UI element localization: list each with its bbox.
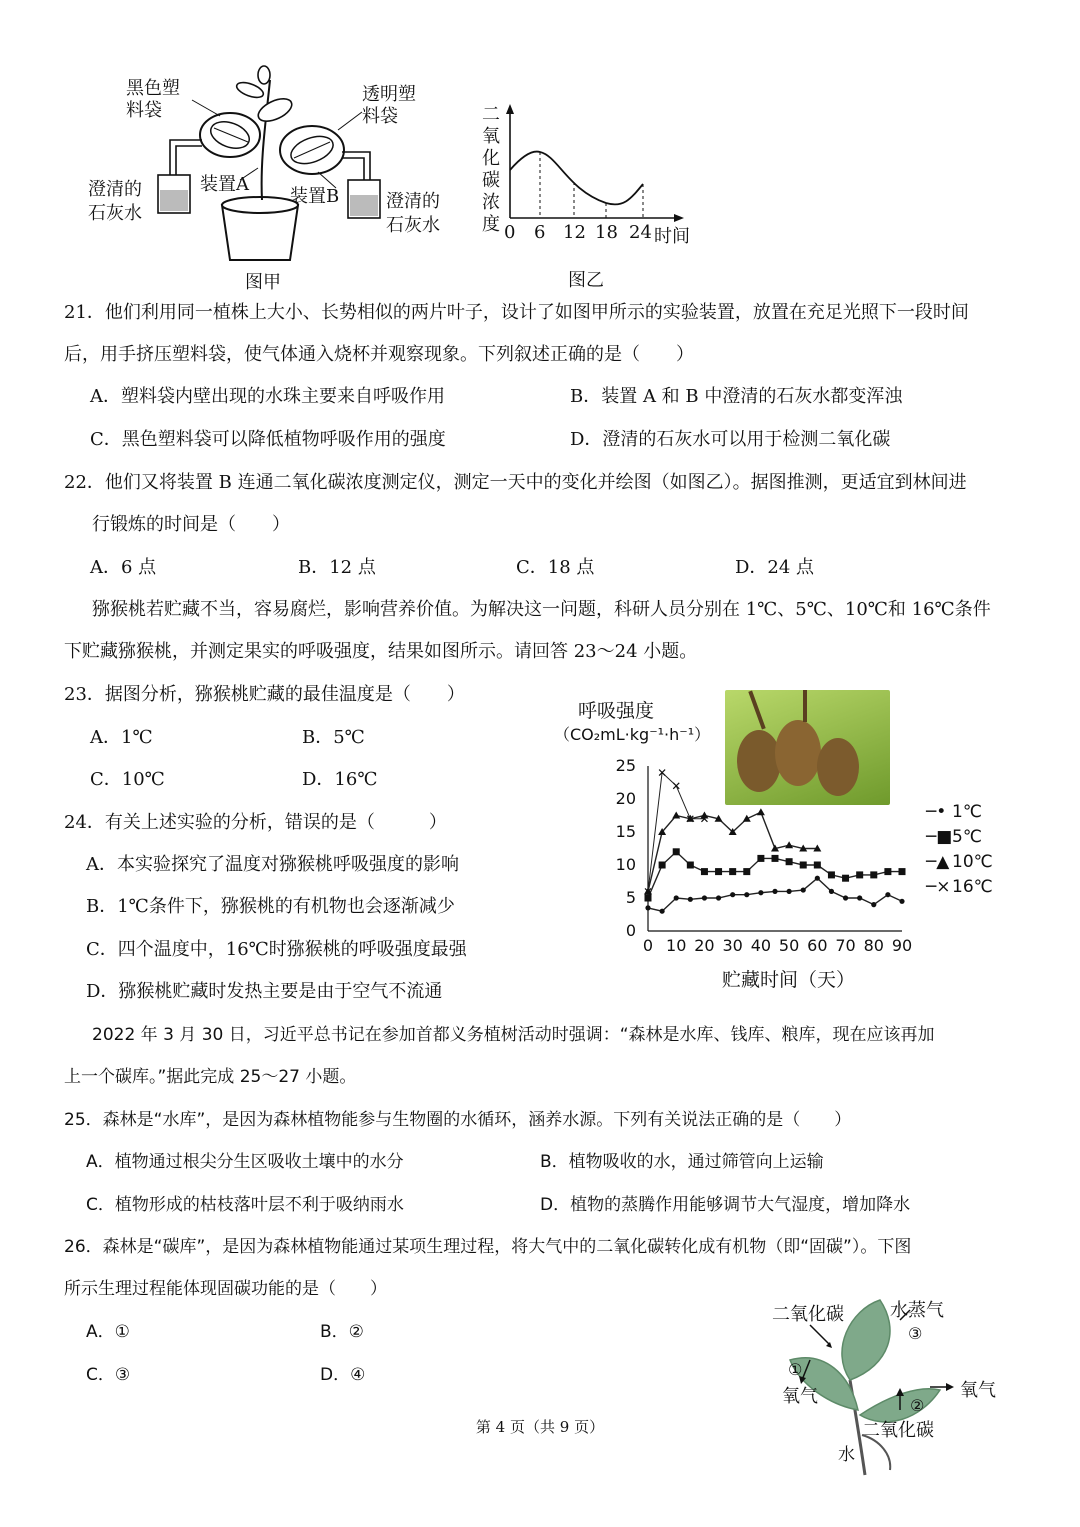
label-black-bag: 黑色塑料袋 [126,78,180,121]
kiwi-point-5c [772,855,779,862]
kiwi-point-1c [744,892,749,897]
leaf-n3: ③ [908,1324,923,1343]
kiwi-point-5c [842,875,849,882]
q22-stem-line2: 行锻炼的时间是（ ） [92,514,290,535]
kiwi-y-tick: 5 [625,888,636,907]
fig-yi-tick-24: 24 [629,222,652,243]
kiwi-point-5c [757,855,764,862]
kiwi-intro-line1: 猕猴桃若贮藏不当，容易腐烂，影响营养价值。为解决这一问题，科研人员分别在 1℃、5℃、10℃和 16℃条件 [92,599,991,620]
fig-yi-tick-6: 6 [534,222,546,243]
q23-stem: 23．据图分析，猕猴桃贮藏的最佳温度是（ ） [64,684,465,705]
kiwi-point-10c [743,815,751,822]
kiwi-point-5c [814,862,821,869]
kiwi-chart-title: 呼吸强度 [578,700,655,722]
caption-fig-yi: 图乙 [568,270,604,291]
leaf-oxygen-right: 氧气 [960,1380,996,1401]
q25-option-a[interactable]: A．植物通过根尖分生区吸收土壤中的水分 [86,1152,404,1172]
kiwi-series-line-0 [648,878,902,911]
label-limewater-right: 澄清的石灰水 [386,191,440,236]
q25-option-b[interactable]: B．植物吸收的水，通过筛管向上运输 [540,1152,824,1172]
kiwi-point-1c [660,909,665,914]
q24-option-a[interactable]: A．本实验探究了温度对猕猴桃呼吸强度的影响 [86,854,459,875]
kiwi-point-10c [757,808,765,815]
kiwi-point-5c [715,868,722,875]
kiwi-x-tick: 90 [891,936,913,955]
kiwi-point-1c [815,876,820,881]
kiwi-point-1c [645,905,650,910]
q23-option-d[interactable]: D．16℃ [302,769,378,790]
q26-stem-line1: 26．森林是“碳库”，是因为森林植物能通过某项生理过程，将大气中的二氧化碳转化成有机物（即“固碳”）。下图 [64,1237,912,1257]
fig-yi-ylabel: 二氧化碳浓度 [482,104,500,235]
kiwi-point-10c [672,812,680,819]
leaf-oxygen-left: 氧气 [782,1386,818,1407]
q22-stem-line1: 22．他们又将装置 B 连通二氧化碳浓度测定仪，测定一天中的变化并绘图（如图乙）。据图推测，更适宜到林间进 [64,472,967,493]
q23-option-c[interactable]: C．10℃ [90,769,165,790]
kiwi-point-5c [856,871,863,878]
page-footer: 第 4 页（共 9 页） [475,1418,605,1436]
kiwi-point-5c [743,868,750,875]
kiwi-point-5c [828,871,835,878]
kiwi-point-10c [700,812,708,819]
kiwi-point-1c [688,897,693,902]
legend-item-5c: ─■5℃ [926,827,982,847]
kiwi-point-5c [701,868,708,875]
q23-option-a[interactable]: A．1℃ [90,727,153,748]
q21-option-c[interactable]: C．黑色塑料袋可以降低植物呼吸作用的强度 [90,429,446,450]
kiwi-y-tick: 20 [615,789,636,808]
kiwi-point-5c [659,862,666,869]
label-device-a: 装置A [200,174,249,195]
kiwi-point-1c [758,890,763,895]
fig-yi-xlabel: 时间 [654,226,690,247]
kiwi-point-1c [730,892,735,897]
kiwi-point-1c [674,895,679,900]
forest-intro-line2: 上一个碳库。”据此完成 25～27 小题。 [64,1067,357,1087]
label-limewater-left: 澄清的石灰水 [88,179,142,224]
kiwi-point-1c [829,889,834,894]
q26-option-a[interactable]: A．① [86,1322,130,1342]
leaf-n2: ② [910,1396,925,1415]
kiwi-point-5c [786,858,793,865]
kiwi-x-tick: 20 [694,936,715,955]
kiwi-point-1c [716,895,721,900]
q23-option-b[interactable]: B．5℃ [302,727,365,748]
kiwi-point-5c [884,868,891,875]
kiwi-x-tick: 80 [863,936,884,955]
fig-yi-tick-18: 18 [595,222,618,243]
kiwi-series-line-3 [648,773,704,892]
leaf-water-vapor: 水蒸气 [890,1300,944,1321]
q22-option-c[interactable]: C．18 点 [516,557,595,578]
kiwi-point-1c [885,892,890,897]
kiwi-point-5c [673,848,680,855]
q21-option-a[interactable]: A．塑料袋内壁出现的水珠主要来自呼吸作用 [90,386,445,407]
q24-stem: 24．有关上述实验的分析，错误的是（ ） [64,812,447,833]
q22-option-d[interactable]: D．24 点 [735,557,815,578]
q21-option-d[interactable]: D．澄清的石灰水可以用于检测二氧化碳 [570,429,891,450]
kiwi-x-tick: 40 [750,936,772,955]
kiwi-y-tick: 0 [625,921,636,940]
leaf-n1: ① [788,1360,803,1379]
kiwi-chart-xlabel: 贮藏时间（天） [722,969,856,991]
fig-yi-tick-12: 12 [563,222,586,243]
kiwi-point-5c [800,862,807,869]
q21-option-b[interactable]: B．装置 A 和 B 中澄清的石灰水都变浑浊 [570,386,903,407]
legend-item-10c: ─▲ 10℃ [926,852,993,872]
kiwi-x-tick: 60 [807,936,828,955]
kiwi-x-tick: 10 [666,936,687,955]
legend-item-16c: ─×16℃ [926,877,993,897]
q24-option-c[interactable]: C．四个温度中，16℃时猕猴桃的呼吸强度最强 [86,939,467,960]
q25-stem: 25．森林是“水库”，是因为森林植物能参与生物圈的水循环，涵养水源。下列有关说法正确的是（ ） [64,1110,852,1130]
q26-option-c[interactable]: C．③ [86,1365,131,1385]
leaf-co2-top: 二氧化碳 [772,1304,844,1325]
kiwi-intro-line2: 下贮藏猕猴桃，并测定果实的呼吸强度，结果如图所示。请回答 23～24 小题。 [64,641,698,662]
legend-item-1c: ─• 1℃ [926,802,982,822]
co2-curve [510,152,643,205]
kiwi-point-1c [801,887,806,892]
leaf-co2-bottom: 二氧化碳 [862,1420,934,1441]
kiwi-legend [926,800,1016,900]
kiwi-point-1c [899,899,904,904]
q22-option-b[interactable]: B．12 点 [298,557,376,578]
label-clear-bag: 透明塑料袋 [362,84,416,127]
leaf-figure [770,1290,1010,1490]
kiwi-y-tick: 15 [615,822,636,841]
kiwi-x-tick: 50 [778,936,800,955]
kiwi-point-5c [729,868,736,875]
kiwi-point-1c [772,889,777,894]
q21-stem-line1: 21．他们利用同一植株上大小、长势相似的两片叶子，设计了如图甲所示的实验装置，放置在充足光照下一段时间 [64,302,969,323]
q25-option-d[interactable]: D．植物的蒸腾作用能够调节大气湿度，增加降水 [540,1195,911,1215]
q24-option-d[interactable]: D．猕猴桃贮藏时发热主要是由于空气不流通 [86,981,443,1002]
kiwi-point-5c [645,895,652,902]
kiwi-point-1c [871,902,876,907]
q25-option-c[interactable]: C．植物形成的枯枝落叶层不利于吸纳雨水 [86,1195,404,1215]
kiwi-point-5c [687,862,694,869]
kiwi-point-1c [857,895,862,900]
q26-option-b[interactable]: B．② [320,1322,364,1342]
kiwi-point-10c [785,841,793,848]
kiwi-point-1c [843,895,848,900]
q26-option-d[interactable]: D．④ [320,1365,366,1385]
fig-yi-tick-0: 0 [504,222,516,243]
kiwi-point-1c [787,889,792,894]
forest-intro-line1: 2022 年 3 月 30 日，习近平总书记在参加首都义务植树活动时强调：“森林是水库、钱库、粮库，现在应该再加 [92,1025,935,1045]
q24-option-b[interactable]: B．1℃条件下，猕猴桃的有机物也会逐渐减少 [86,896,455,917]
kiwi-point-1c [702,895,707,900]
q22-option-a[interactable]: A．6 点 [90,557,157,578]
kiwi-point-5c [870,871,877,878]
kiwi-chart [550,688,1020,998]
q21-stem-line2: 后，用手挤压塑料袋，使气体通入烧杯并观察现象。下列叙述正确的是（ ） [64,344,694,365]
kiwi-point-5c [899,868,906,875]
kiwi-x-tick: 30 [722,936,743,955]
figure-jia [80,60,460,295]
kiwi-x-tick: 70 [835,936,856,955]
leaf-water: 水 [838,1445,855,1465]
kiwi-chart-ylabel: （CO₂mL·kg⁻¹·h⁻¹） [554,725,711,744]
caption-fig-jia: 图甲 [245,272,281,293]
kiwi-y-tick: 10 [615,855,636,874]
label-device-b: 装置B [290,186,340,207]
kiwi-x-tick: 0 [642,936,654,955]
figure-yi [478,100,708,295]
kiwi-y-tick: 25 [615,756,636,775]
q26-stem-line2: 所示生理过程能体现固碳功能的是（ ） [64,1279,387,1299]
